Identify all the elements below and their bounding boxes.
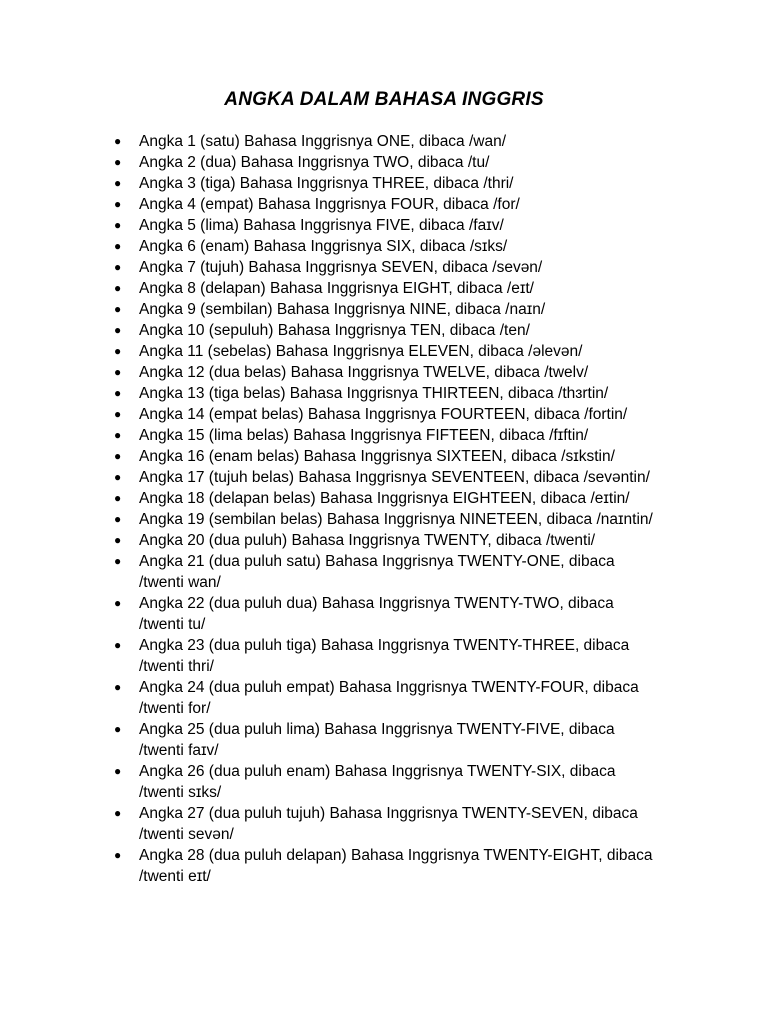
list-item: ● Angka 5 (lima) Bahasa Inggrisnya FIVE, dibaca /faɪv/ bbox=[114, 217, 504, 234]
bullet-icon: ● bbox=[114, 218, 122, 232]
bullet-icon: ● bbox=[114, 722, 122, 736]
bullet-icon: ● bbox=[114, 848, 122, 862]
list-item: ● Angka 27 (dua puluh tujuh) Bahasa Inggrisnya TWENTY-SEVEN, dibaca /twenti sevən/ bbox=[114, 805, 638, 843]
list-item: ● Angka 14 (empat belas) Bahasa Inggrisnya FOURTEEN, dibaca /fortin/ bbox=[114, 406, 628, 423]
list-item: ● Angka 16 (enam belas) Bahasa Inggrisnya SIXTEEN, dibaca /sɪkstin/ bbox=[114, 448, 615, 465]
list-item: ● Angka 4 (empat) Bahasa Inggrisnya FOUR, dibaca /for/ bbox=[114, 196, 520, 213]
list-item: ● Angka 18 (delapan belas) Bahasa Inggrisnya EIGHTEEN, dibaca /eɪtin/ bbox=[114, 490, 630, 507]
bullet-icon: ● bbox=[114, 176, 122, 190]
bullet-icon: ● bbox=[114, 470, 122, 484]
list-item: ● Angka 19 (sembilan belas) Bahasa Inggrisnya NINETEEN, dibaca /naɪntin/ bbox=[114, 511, 653, 528]
list-item: ● Angka 2 (dua) Bahasa Inggrisnya TWO, dibaca /tu/ bbox=[114, 154, 490, 171]
list-item: ● Angka 22 (dua puluh dua) Bahasa Inggrisnya TWENTY-TWO, dibaca /twenti tu/ bbox=[114, 595, 614, 633]
bullet-icon: ● bbox=[114, 197, 122, 211]
bullet-icon: ● bbox=[114, 281, 122, 295]
bullet-icon: ● bbox=[114, 323, 122, 337]
bullet-icon: ● bbox=[114, 764, 122, 778]
list-item: ● Angka 8 (delapan) Bahasa Inggrisnya EIGHT, dibaca /eɪt/ bbox=[114, 280, 534, 297]
bullet-icon: ● bbox=[114, 302, 122, 316]
numbers-list bbox=[0, 131, 768, 887]
bullet-icon: ● bbox=[114, 449, 122, 463]
list-item: ● Angka 21 (dua puluh satu) Bahasa Inggrisnya TWENTY-ONE, dibaca /twenti wan/ bbox=[114, 553, 615, 591]
bullet-icon: ● bbox=[114, 239, 122, 253]
list-item: ● Angka 1 (satu) Bahasa Inggrisnya ONE, dibaca /wan/ bbox=[114, 133, 507, 150]
list-item: ● Angka 7 (tujuh) Bahasa Inggrisnya SEVEN, dibaca /sevən/ bbox=[114, 259, 543, 276]
list-item: ● Angka 15 (lima belas) Bahasa Inggrisnya FIFTEEN, dibaca /fɪftin/ bbox=[114, 427, 589, 444]
bullet-icon: ● bbox=[114, 512, 122, 526]
list-item: ● Angka 12 (dua belas) Bahasa Inggrisnya TWELVE, dibaca /twelv/ bbox=[114, 364, 589, 381]
list-item: ● Angka 9 (sembilan) Bahasa Inggrisnya NINE, dibaca /naɪn/ bbox=[114, 301, 546, 318]
bullet-icon: ● bbox=[114, 428, 122, 442]
bullet-icon: ● bbox=[114, 554, 122, 568]
list-item: ● Angka 17 (tujuh belas) Bahasa Inggrisnya SEVENTEEN, dibaca /sevəntin/ bbox=[114, 469, 650, 486]
list-item: ● Angka 6 (enam) Bahasa Inggrisnya SIX, dibaca /sɪks/ bbox=[114, 238, 508, 255]
bullet-icon: ● bbox=[114, 533, 122, 547]
bullet-icon: ● bbox=[114, 638, 122, 652]
list-item: ● Angka 13 (tiga belas) Bahasa Inggrisnya THIRTEEN, dibaca /thɜrtin/ bbox=[114, 385, 609, 402]
list-item: ● Angka 24 (dua puluh empat) Bahasa Inggrisnya TWENTY-FOUR, dibaca /twenti for/ bbox=[114, 679, 639, 717]
bullet-icon: ● bbox=[114, 491, 122, 505]
list-item: ● Angka 25 (dua puluh lima) Bahasa Inggrisnya TWENTY-FIVE, dibaca /twenti faɪv/ bbox=[114, 721, 615, 759]
bullet-icon: ● bbox=[114, 386, 122, 400]
list-item: ● Angka 26 (dua puluh enam) Bahasa Inggrisnya TWENTY-SIX, dibaca /twenti sɪks/ bbox=[114, 763, 616, 801]
list-item: ● Angka 10 (sepuluh) Bahasa Inggrisnya TEN, dibaca /ten/ bbox=[114, 322, 530, 339]
bullet-icon: ● bbox=[114, 596, 122, 610]
bullet-icon: ● bbox=[114, 407, 122, 421]
list-item: ● Angka 11 (sebelas) Bahasa Inggrisnya ELEVEN, dibaca /əlevən/ bbox=[114, 343, 583, 360]
list-item: ● Angka 28 (dua puluh delapan) Bahasa Inggrisnya TWENTY-EIGHT, dibaca /twenti eɪt/ bbox=[114, 847, 653, 885]
list-item: ● Angka 3 (tiga) Bahasa Inggrisnya THREE, dibaca /thri/ bbox=[114, 175, 514, 192]
bullet-icon: ● bbox=[114, 806, 122, 820]
list-item: ● Angka 20 (dua puluh) Bahasa Inggrisnya TWENTY, dibaca /twenti/ bbox=[114, 532, 596, 549]
bullet-icon: ● bbox=[114, 260, 122, 274]
bullet-icon: ● bbox=[114, 365, 122, 379]
list-item: ● Angka 23 (dua puluh tiga) Bahasa Inggrisnya TWENTY-THREE, dibaca /twenti thri/ bbox=[114, 637, 630, 675]
bullet-icon: ● bbox=[114, 680, 122, 694]
document-title: ANGKA DALAM BAHASA INGGRIS bbox=[224, 89, 544, 110]
bullet-icon: ● bbox=[114, 344, 122, 358]
bullet-icon: ● bbox=[114, 134, 122, 148]
bullet-icon: ● bbox=[114, 155, 122, 169]
